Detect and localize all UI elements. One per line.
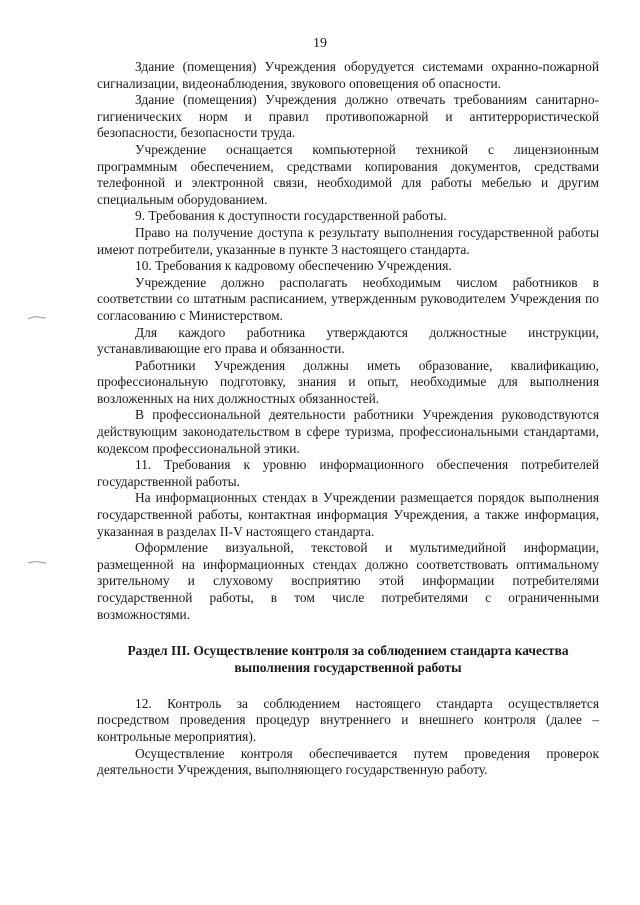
paragraph-equipment: Учреждение оснащается компьютерной техникой с лицензионным программным обеспечением, средствами копирования документов, средствами телефонной и электронной связи, необходимой для работы мебелью и другим специальным оборудованием. <box>97 141 599 207</box>
margin-mark-upper <box>28 316 46 320</box>
paragraph-control-checks: Осуществление контроля обеспечивается путем проведения проверок деятельности Учреждения, выполняющего государственную работу. <box>97 745 599 778</box>
section-iii-heading: Раздел III. Осуществление контроля за соблюдением стандарта качества выполнения государственной работы <box>127 643 569 675</box>
clause-10-heading: 10. Требования к кадровому обеспечению Учреждения. <box>135 258 452 274</box>
clause-11-heading: 11. Требования к уровню информационного обеспечения потребителей государственной работы. <box>97 457 599 489</box>
margin-mark-lower <box>28 561 46 565</box>
clause-9-heading: 9. Требования к доступности государственной работы. <box>135 208 447 224</box>
paragraph-job-instructions: Для каждого работника утверждаются должностные инструкции, устанавливающие его права и обязанности. <box>97 324 599 357</box>
paragraph-sanitary-requirements: Здание (помещения) Учреждения должно отвечать требованиям санитарно-гигиенических норм и правил противопожарной и антитеррористической безопасности, безопасности труда. <box>97 92 599 141</box>
paragraph-staffing: Учреждение должно располагать необходимым числом работников в соответствии со штатным расписанием, утвержденным руководителем Учреждения по согласованию с Министерством. <box>97 274 599 323</box>
paragraph-access-right: Право на получение доступа к результату выполнения государственной работы имеют потребители, указанные в пункте 3 настоящего стандарта. <box>97 224 599 257</box>
paragraph-security-systems: Здание (помещения) Учреждения оборудуется системами охранно-пожарной сигнализации, видеонаблюдения, звукового оповещения об опасности. <box>97 59 599 91</box>
paragraph-info-design: Оформление визуальной, текстовой и мультимедийной информации, размещенной на информационных стендах должно соответствовать оптимальному зрительному и слуховому восприятию этой информации потребителями государственной работы, в том числе потребителями с ограниченными возможностями. <box>97 540 599 622</box>
document-body <box>97 59 599 779</box>
paragraph-professional-activity: В профессиональной деятельности работники Учреждения руководствуются действующим законодательством в сфере туризма, профессиональными стандартами, кодексом профессиональной этики. <box>97 407 599 456</box>
page-number: 19 <box>313 36 327 51</box>
paragraph-qualification: Работники Учреждения должны иметь образование, квалификацию, профессиональную подготовку, знания и опыт, необходимые для выполнения возложенных на них должностных обязанностей. <box>97 357 599 406</box>
paragraph-info-stands: На информационных стендах в Учреждении размещается порядок выполнения государственной работы, контактная информация Учреждения, а также информация, указанная в разделах II-V настоящего стандарта. <box>97 490 599 539</box>
clause-12-paragraph: 12. Контроль за соблюдением настоящего стандарта осуществляется посредством проведения процедур внутреннего и внешнего контроля (далее – контрольные мероприятия). <box>97 695 599 744</box>
